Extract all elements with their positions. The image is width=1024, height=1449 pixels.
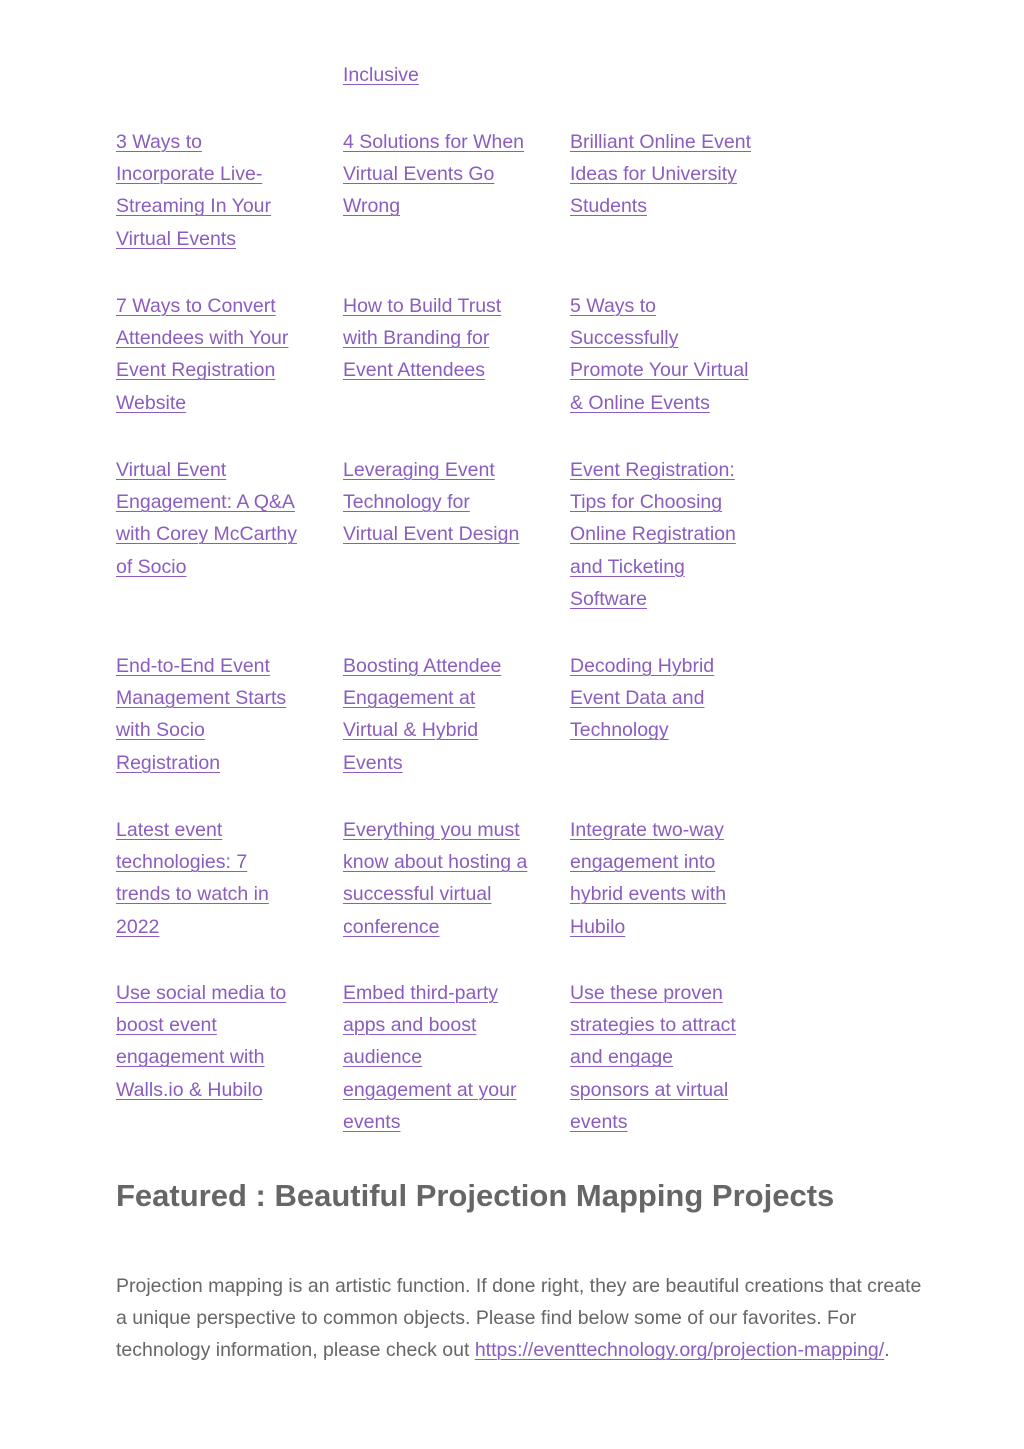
related-post-link[interactable]: Boosting Attendee Engagement at Virtual & Hybrid Events: [343, 655, 502, 774]
related-post-cell: [570, 977, 797, 1138]
related-post-link[interactable]: Everything you must know about hosting a successful virtual conference: [343, 819, 528, 938]
related-post-link[interactable]: 4 Solutions for When Virtual Events Go Wrong: [343, 131, 525, 218]
related-post-cell: [570, 814, 797, 943]
related-post-link[interactable]: 7 Ways to Convert Attendees with Your Event Registration Website: [116, 295, 289, 414]
related-posts-row: [116, 454, 797, 615]
related-post-cell: [343, 59, 570, 91]
related-post-link[interactable]: Brilliant Online Event Ideas for University Students: [570, 131, 752, 218]
related-post-link[interactable]: How to Build Trust with Branding for Event Attendees: [343, 295, 502, 382]
related-post-cell: [343, 454, 570, 551]
related-post-link[interactable]: Use social media to boost event engagement with Walls.io & Hubilo: [116, 982, 287, 1101]
related-post-link[interactable]: Embed third-party apps and boost audience engagement at your events: [343, 982, 517, 1133]
related-post-link[interactable]: 3 Ways to Incorporate Live-Streaming In Your Virtual Events: [116, 131, 272, 250]
related-post-cell: [116, 977, 343, 1106]
featured-heading: Featured : Beautiful Projection Mapping Projects: [116, 1178, 835, 1213]
related-post-link[interactable]: Event Registration: Tips for Choosing Online Registration and Ticketing Software: [570, 459, 736, 610]
related-post-link[interactable]: 5 Ways to Successfully Promote Your Virtual & Online Events: [570, 295, 749, 414]
related-post-link[interactable]: Inclusive: [343, 64, 419, 86]
related-post-link[interactable]: Decoding Hybrid Event Data and Technology: [570, 655, 715, 742]
related-post-link[interactable]: Use these proven strategies to attract and engage sponsors at virtual events: [570, 982, 736, 1133]
related-posts-row: [116, 126, 797, 255]
featured-paragraph-text: Projection mapping is an artistic function. If done right, they are beautiful creations that create a unique perspective to common objects. Please find below some of our favorites. For technology information, please check out: [116, 1275, 922, 1362]
related-post-link[interactable]: Latest event technologies: 7 trends to watch in 2022: [116, 819, 269, 938]
featured-paragraph-end: .: [884, 1339, 890, 1362]
related-post-cell: [570, 650, 797, 747]
related-posts-row: [116, 59, 797, 91]
related-post-cell: [116, 290, 343, 419]
related-post-link[interactable]: Virtual Event Engagement: A Q&A with Corey McCarthy of Socio: [116, 459, 297, 578]
related-posts-row: [116, 814, 797, 943]
related-posts-row: [116, 977, 797, 1138]
related-post-cell: [343, 977, 570, 1138]
projection-mapping-link[interactable]: https://eventtechnology.org/projection-mapping/: [474, 1339, 885, 1362]
related-post-cell: [116, 814, 343, 943]
related-post-cell: [343, 650, 570, 779]
related-post-link[interactable]: Leveraging Event Technology for Virtual Event Design: [343, 459, 520, 546]
related-post-cell: [343, 814, 570, 943]
related-post-cell: [116, 454, 343, 583]
related-post-cell: [570, 290, 797, 419]
related-posts-row: [116, 290, 797, 419]
related-post-cell: [570, 126, 797, 223]
featured-paragraph: [116, 1270, 934, 1367]
related-post-cell: [116, 650, 343, 779]
related-post-cell: [343, 126, 570, 223]
related-posts-row: [116, 650, 797, 779]
related-post-cell: [116, 126, 343, 255]
related-post-link[interactable]: End-to-End Event Management Starts with Socio Registration: [116, 655, 287, 774]
related-post-cell: [343, 290, 570, 387]
related-post-link[interactable]: Integrate two-way engagement into hybrid events with Hubilo: [570, 819, 727, 938]
related-post-cell: [570, 454, 797, 615]
